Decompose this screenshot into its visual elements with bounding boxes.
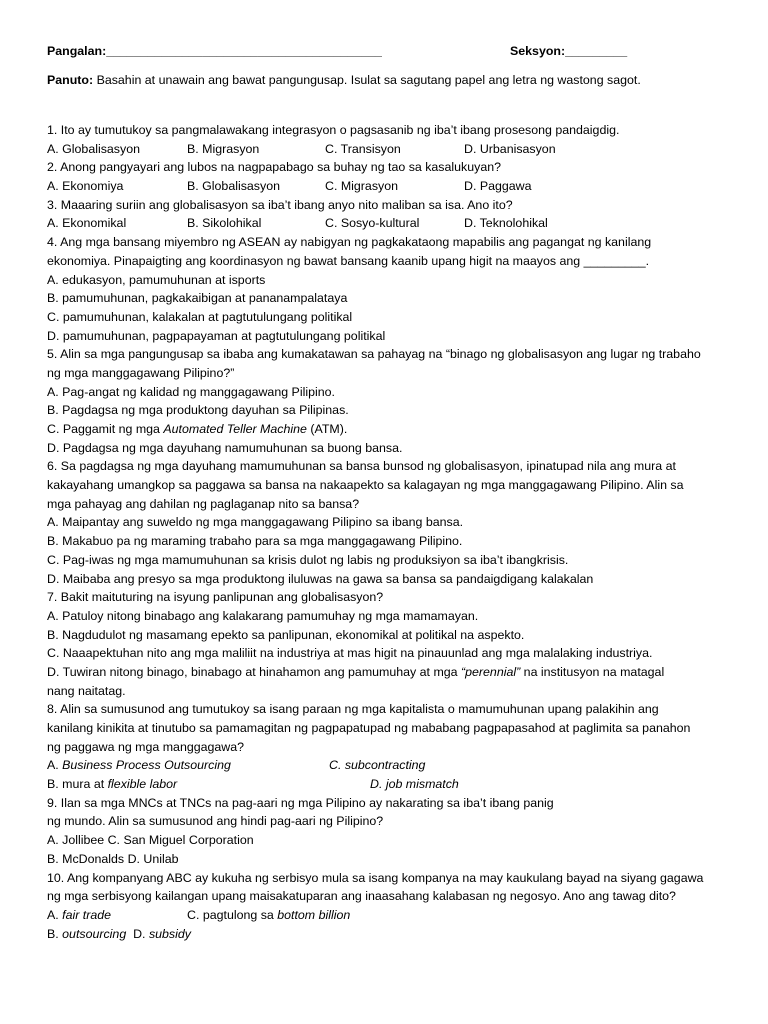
choice-b: B. Migrasyon <box>187 141 260 156</box>
question-9-choices-ac: A. Jollibee C. San Miguel Corporation <box>47 833 254 848</box>
question-6-line-2: kakayahang umangkop sa paggawa sa bansa na nakaapekto sa kalagayan ng mga manggagawang Pilipino. Alin sa <box>47 478 684 493</box>
question-10-line-1: 10. Ang kompanyang ABC ay kukuha ng serbisyo mula sa isang kompanya na may kaukulang bayad na siyang gagawa <box>47 870 704 885</box>
choice-d: D. Maibaba ang presyo sa mga produktong iluluwas na gawa sa bansa sa pandaigdigang kalakalan <box>47 571 594 586</box>
question-8-choices-bd <box>47 775 727 794</box>
choice-b-prefix: B. <box>47 926 63 941</box>
questions <box>47 121 727 943</box>
choice-d <box>47 663 727 682</box>
question-7: 7. Bakit maituturing na isyung panlipunan ang globalisasyon? <box>47 590 384 605</box>
question-9-line-2: ng mundo. Alin sa sumusunod ang hindi pag-aari ng Pilipino? <box>47 814 384 829</box>
question-6-line-1: 6. Sa pagdagsa ng mga dayuhang mamumuhunan sa bansa bunsod ng globalisasyon, ipinatupad nila ang mura at <box>47 459 676 474</box>
choice-c: C. Naaapektuhan nito ang mga maliliit na industriya at mas higit na pinauunlad ang mga malalaking industriya. <box>47 646 653 661</box>
question-8-line-1: 8. Alin sa sumusunod ang tumutukoy sa isang paraan ng mga kapitalista o mamumuhunan upang palakihin ang <box>47 702 659 717</box>
choice-a: A. Globalisasyon <box>47 141 140 156</box>
choice-d: D. Teknolohikal <box>464 216 548 231</box>
choice-a-prefix: A. <box>47 907 63 922</box>
question-8-line-3: ng paggawa ng mga manggagawa? <box>47 739 245 754</box>
choice-d: D. Pagdagsa ng mga dayuhang namumuhunan sa buong bansa. <box>47 440 403 455</box>
choice-d: D. pamumuhunan, pagpapayaman at pagtutulungang politikal <box>47 328 386 343</box>
choice-c-prefix: C. pagtulong sa <box>187 907 278 922</box>
choice-d-prefix: D. <box>126 926 149 941</box>
question-8-line-2: kanilang kinikita at tinutubo sa pamamagitan ng pagpapatupad ng mababang pagpapasahod at paglimita sa panahon <box>47 721 691 735</box>
question-4-line-2: ekonomiya. Pinapaigting ang koordinasyon ng bawat bansang kaanib upang higit na maayos ang _________. <box>47 253 650 268</box>
choice-b-italic: flexible labor <box>107 777 178 792</box>
choice-a-prefix: A. <box>47 758 63 773</box>
choice-a <box>47 756 231 775</box>
choice-c: C. pamumuhunan, kalakalan at pagtutulungang politikal <box>47 309 353 324</box>
question-1: 1. Ito ay tumutukoy sa pangmalawakang integrasyon o pagsasanib ng iba’t ibang prosesong pandaigdig. <box>47 123 620 137</box>
question-4-line-1: 4. Ang mga bansang miyembro ng ASEAN ay nabigyan ng pagkakataong mapabilis ang pagangat ng kanilang <box>47 235 652 250</box>
instructions <box>47 73 641 87</box>
question-10-choices-bd <box>47 925 727 944</box>
choice-b: B. Nagdudulot ng masamang epekto sa panlipunan, ekonomikal at politikal na aspekto. <box>47 627 525 642</box>
choice-b-prefix: B. mura at <box>47 777 108 792</box>
question-9-choices-bd: B. McDonalds D. Unilab <box>47 851 179 866</box>
choice-b: B. pamumuhunan, pagkakaibigan at pananampalataya <box>47 291 348 306</box>
question-5-line-2: ng mga manggagawang Pilipino?” <box>47 365 235 380</box>
choice-d: D. Urbanisasyon <box>464 141 556 156</box>
choice-c-suffix: (ATM). <box>306 422 348 436</box>
choice-d-line-2: nang naitatag. <box>47 683 126 698</box>
choice-c-italic: bottom billion <box>277 907 351 922</box>
choice-a: A. Ekonomikal <box>47 216 127 231</box>
choice-b <box>47 775 177 794</box>
question-8-choices-ac <box>47 756 727 775</box>
choice-b: B. Globalisasyon <box>187 179 280 194</box>
choice-d-prefix: D. Tuwiran nitong binago, binabago at hinahamon ang pamumuhay at mga <box>47 664 461 679</box>
choice-d: D. Paggawa <box>464 179 532 194</box>
question-2-choices <box>47 177 727 196</box>
choice-a <box>47 906 111 925</box>
question-1-choices <box>47 140 727 159</box>
choice-c: C. Pag-iwas ng mga mamumuhunan sa krisis dulot ng labis ng produksiyon sa iba’t ibangkrisis. <box>47 552 569 567</box>
choice-c-italic: Automated Teller Machine <box>163 422 307 436</box>
choice-c: C. Transisyon <box>325 141 401 156</box>
choice-b: B. Makabuo pa ng maraming trabaho para sa mga manggagawang Pilipino. <box>47 534 463 549</box>
question-9-line-1: 9. Ilan sa mga MNCs at TNCs na pag-aari ng mga Pilipino ay nakarating sa iba’t ibang panig <box>47 795 554 810</box>
choice-a-italic: fair trade <box>62 907 112 922</box>
question-5-line-1: 5. Alin sa mga pangungusap sa ibaba ang kumakatawan sa pahayag na “binago ng globalisasyon ang lugar ng trabaho <box>47 347 701 362</box>
section-field-label: Seksyon:_________ <box>510 44 628 58</box>
question-6-line-3: mga pahayag ang dahilan ng paglaganap nito sa bansa? <box>47 496 360 511</box>
choice-a: A. Patuloy nitong binabago ang kalakarang pamumuhay ng mga mamamayan. <box>47 608 479 623</box>
choice-d-italic: subsidy <box>148 926 191 941</box>
choice-c: C. subcontracting <box>329 758 426 773</box>
question-2: 2. Anong pangyayari ang lubos na nagpapabago sa buhay ng tao sa kasalukuyan? <box>47 160 501 175</box>
choice-b: B. Sikolohikal <box>187 216 262 231</box>
choice-d-italic: “perennial” <box>461 664 521 679</box>
choice-b-italic: outsourcing <box>62 926 127 941</box>
choice-c: C. Migrasyon <box>325 179 398 194</box>
choice-d-suffix: na institusyon na matagal <box>520 664 665 679</box>
choice-a: A. Ekonomiya <box>47 179 124 194</box>
choice-a: A. Pag-angat ng kalidad ng manggagawang Pilipino. <box>47 384 335 399</box>
question-10-choices-ac <box>47 906 727 925</box>
choice-c <box>187 906 350 925</box>
instructions-text: Basahin at unawain ang bawat pangungusap. Isulat sa sagutang papel ang letra ng wastong sagot. <box>93 73 641 87</box>
question-3-choices <box>47 214 727 233</box>
choice-a: A. edukasyon, pamumuhunan at isports <box>47 272 266 287</box>
question-10-line-2: ng mga serbisyong kailangan upang maisakatuparan ang inaasahang kalabasan ng negosyo. Ano ang tawag dito? <box>47 889 676 904</box>
choice-c-prefix: C. Paggamit ng mga <box>47 422 164 436</box>
choice-a: A. Maipantay ang suweldo ng mga manggagawang Pilipino sa ibang bansa. <box>47 515 464 530</box>
choice-a-italic: Business Process Outsourcing <box>62 758 231 773</box>
choice-b: B. Pagdagsa ng mga produktong dayuhan sa Pilipinas. <box>47 403 349 418</box>
name-field-label: Pangalan:________________________________________ <box>47 44 382 58</box>
instructions-label: Panuto: <box>47 73 94 87</box>
choice-c <box>47 420 727 439</box>
question-3: 3. Maaaring suriin ang globalisasyon sa iba’t ibang anyo nito maliban sa isa. Ano ito? <box>47 197 513 212</box>
choice-d: D. job mismatch <box>370 777 459 792</box>
choice-c: C. Sosyo-kultural <box>325 216 420 231</box>
